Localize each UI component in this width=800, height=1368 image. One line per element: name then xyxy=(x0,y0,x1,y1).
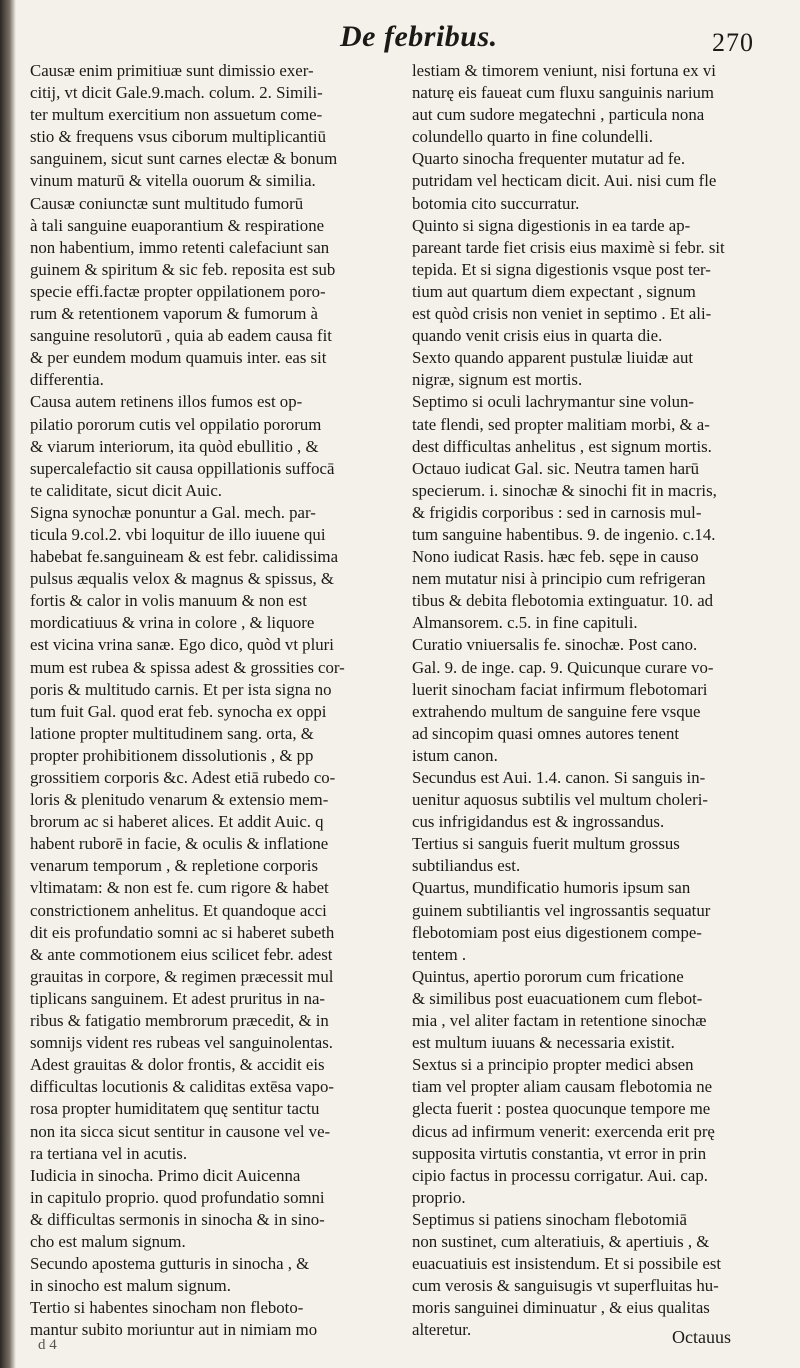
text-line: tum sanguine habentibus. 9. de ingenio. c.14. xyxy=(412,524,716,544)
text-line: Signa synochæ ponuntur a Gal. mech. par- xyxy=(30,502,316,522)
text-line: Nono iudicat Rasis. hæc feb. sępe in causo xyxy=(412,547,699,567)
text-line: non sustinet, cum alteratiuis, & apertiuis , & xyxy=(412,1231,710,1251)
text-line: Septimus si patiens sinocham flebotomiā xyxy=(412,1209,687,1229)
text-line: tum fuit Gal. quod erat feb. synocha ex oppi xyxy=(30,701,327,721)
text-line: Secundo apostema gutturis in sinocha , & xyxy=(30,1254,310,1274)
text-line: Secundus est Aui. 1.4. canon. Si sanguis in- xyxy=(412,768,706,787)
text-line: aut cum sudore megatechni , particula nona xyxy=(412,105,705,125)
text-line: proprio. xyxy=(412,1187,466,1207)
text-line: moris sanguinei diminuatur , & eius qualitas xyxy=(412,1298,710,1318)
text-line: latione propter multitudinem sang. orta, & xyxy=(30,723,314,743)
text-line: somnijs vident res rubeas vel sanguinolentas. xyxy=(30,1033,333,1053)
text-line: citij, vt dicit Gale.9.mach. colum. 2. Simili- xyxy=(30,83,323,103)
text-line: subtiliandus est. xyxy=(412,856,521,876)
text-line: & frigidis corporibus : sed in carnosis mul- xyxy=(412,502,702,522)
right-column xyxy=(412,60,774,1341)
text-line: pareant tarde fiet crisis eius maximè si febr. sit xyxy=(412,237,725,257)
text-line: guinem & spiritum & sic feb. reposita est sub xyxy=(30,259,336,279)
text-line: dicus ad infirmum venerit: exercenda erit prę xyxy=(412,1121,715,1141)
text-line: rosa propter humiditatem quę sentitur tactu xyxy=(30,1099,320,1119)
text-line: Curatio vniuersalis fe. sinochæ. Post cano. xyxy=(412,635,698,655)
text-line: mantur subito moriuntur aut in nimiam mo xyxy=(30,1320,318,1340)
text-line: rum & retentionem vaporum & fumorum à xyxy=(30,304,319,324)
text-line: cipio factus in processu corrigatur. Aui. cap. xyxy=(412,1165,708,1185)
text-line: extrahendo multum de sanguine fere vsque xyxy=(412,701,701,721)
text-line: lestiam & timorem veniunt, nisi fortuna ex vi xyxy=(412,61,716,80)
binding-gutter xyxy=(0,0,16,1368)
catchword: Octauus xyxy=(672,1327,731,1347)
text-line: Octauo iudicat Gal. sic. Neutra tamen harū xyxy=(412,458,700,478)
text-line: pilatio pororum cutis vel oppilatio pororum xyxy=(30,414,322,434)
text-line: vinum maturū & vitella ouorum & similia. xyxy=(30,171,316,191)
text-line: dest difficultas anhelitus , est signum mortis. xyxy=(412,436,712,456)
text-line: brorum ac si haberet alices. Et addit Auic. q xyxy=(30,812,324,832)
text-line: glecta fuerit : postea quocunque tempore me xyxy=(412,1099,711,1119)
left-column xyxy=(30,60,398,1341)
text-line: Sextus si a principio propter medici absen xyxy=(412,1055,694,1075)
text-line: & per eundem modum quamuis inter. eas sit xyxy=(30,348,327,368)
text-line: tepida. Et si signa digestionis vsque post ter- xyxy=(412,259,711,279)
text-line: Causæ coniunctæ sunt multitudo fumorū xyxy=(30,193,304,213)
text-line: luerit sinocham faciat infirmum flebotomari xyxy=(412,679,708,699)
text-line: ticula 9.col.2. vbi loquitur de illo iuuene qui xyxy=(30,524,326,544)
text-line: propter prohibitionem dissolutionis , & pp xyxy=(30,745,314,765)
text-line: Almansorem. c.5. in fine capituli. xyxy=(412,613,638,633)
text-line: habebat fe.sanguineam & est febr. calidissima xyxy=(30,547,339,567)
text-line: supercalefactio sit causa oppillationis suffocā xyxy=(30,458,335,478)
text-line: cho est malum signum. xyxy=(30,1231,186,1251)
text-line: botomia cito succurratur. xyxy=(412,193,580,213)
text-line: ter multum exercitium non assuetum come- xyxy=(30,105,323,125)
text-line: Quartus, mundificatio humoris ipsum san xyxy=(412,878,691,898)
text-line: pulsus æqualis velox & magnus & spissus, & xyxy=(30,569,334,589)
text-line: difficultas locutionis & caliditas extēsa vapo- xyxy=(30,1077,335,1097)
text-line: alteretur. xyxy=(412,1320,472,1340)
text-line: Tertio si habentes sinocham non fleboto- xyxy=(30,1298,304,1318)
text-line: & viarum interiorum, ita quòd ebullitio , & xyxy=(30,436,319,456)
text-line: Quarto sinocha frequenter mutatur ad fe. xyxy=(412,149,686,169)
text-line: supposita virtutis constantia, vt error in prin xyxy=(412,1143,707,1163)
text-line: Quintus, apertio pororum cum fricatione xyxy=(412,966,684,986)
text-line: tibus & debita flebotomia extinguatur. 10. ad xyxy=(412,591,714,611)
text-line: poris & multitudo carnis. Et per ista signa no xyxy=(30,679,332,699)
text-line: specie effi.factæ propter oppilationem poro- xyxy=(30,281,326,301)
text-line: specierum. i. sinochæ & sinochi fit in macris, xyxy=(412,480,717,500)
text-line: Causa autem retinens illos fumos est op- xyxy=(30,392,303,412)
text-line: est multum iuuans & necessaria existit. xyxy=(412,1033,675,1053)
text-line: tium aut quartum diem expectant , signum xyxy=(412,281,696,301)
text-line: Tertius si sanguis fuerit multum grossus xyxy=(412,834,680,854)
text-line: non habentium, immo retenti calefaciunt san xyxy=(30,237,330,257)
text-line: mum est rubea & spissa adest & grossities cor- xyxy=(30,657,345,677)
text-line: & similibus post euacuationem cum flebot- xyxy=(412,988,703,1008)
text-line: ribus & fatigatio membrorum præcedit, & in xyxy=(30,1011,329,1031)
signature-mark: d 4 xyxy=(38,1337,57,1353)
text-line: flebotomiam post eius digestionem compe- xyxy=(412,922,702,942)
text-line: in capitulo proprio. quod profundatio somni xyxy=(30,1187,325,1207)
text-line: constrictionem anhelitus. Et quandoque acci xyxy=(30,900,327,920)
text-line: est vicina vrina sanæ. Ego dico, quòd vt pluri xyxy=(30,635,334,655)
text-line: Causæ enim primitiuæ sunt dimissio exer- xyxy=(30,61,314,80)
text-line: Gal. 9. de inge. cap. 9. Quicunque curare vo- xyxy=(412,657,714,677)
text-line: istum canon. xyxy=(412,745,498,765)
text-line: Sexto quando apparent pustulæ liuidæ aut xyxy=(412,348,694,368)
text-line: in sinocho est malum signum. xyxy=(30,1276,231,1296)
text-line: Adest grauitas & dolor frontis, & accidit eis xyxy=(30,1055,325,1075)
text-line: naturę eis faueat cum fluxu sanguinis narium xyxy=(412,83,714,103)
text-line: differentia. xyxy=(30,370,104,390)
text-line: nem mutatur nisi à principio cum refrigeran xyxy=(412,569,706,589)
text-line: colundello quarto in fine colundelli. xyxy=(412,127,653,147)
text-line: uenitur aquosus subtilis vel multum choleri- xyxy=(412,790,708,810)
text-line: cum verosis & sanguisugis vt superfluitas hu- xyxy=(412,1276,719,1296)
text-line: cus infrigidandus est & ingrossandus. xyxy=(412,812,665,832)
text-line: sanguinem, sicut sunt carnes electæ & bonum xyxy=(30,149,338,169)
text-line: venarum temporum , & repletione corporis xyxy=(30,856,318,876)
text-line: loris & plenitudo venarum & extensio mem- xyxy=(30,790,329,810)
text-line: dit eis profundatio somni ac si haberet subeth xyxy=(30,922,335,942)
text-line: tiam vel propter aliam causam flebotomia ne xyxy=(412,1077,713,1097)
text-line: grossitiem corporis &c. Adest etiā rubedo co- xyxy=(30,768,336,787)
text-line: ad sincopim quasi omnes autores tenent xyxy=(412,723,680,743)
text-line: euacuatiuis est insistendum. Et si possibile est xyxy=(412,1254,722,1274)
text-line: mia , vel aliter factam in retentione sinochæ xyxy=(412,1011,707,1031)
text-line: Iudicia in sinocha. Primo dicit Auicenna xyxy=(30,1165,301,1185)
text-line: quando venit crisis eius in quarta die. xyxy=(412,326,663,346)
text-line: ra tertiana vel in acutis. xyxy=(30,1143,188,1163)
text-line: sanguine resolutorū , quia ab eadem causa fit xyxy=(30,326,332,346)
text-line: vltimatam: & non est fe. cum rigore & habet xyxy=(30,878,329,898)
text-line: tate flendi, sed propter malitiam morbi, & a- xyxy=(412,414,710,434)
text-line: tentem . xyxy=(412,944,467,964)
text-line: guinem subtiliantis vel ingrossantis sequatur xyxy=(412,900,711,920)
text-line: habent ruborē in facie, & oculis & inflatione xyxy=(30,834,329,854)
text-line: fortis & calor in volis manuum & non est xyxy=(30,591,307,611)
text-line: mordicatiuus & vrina in colore , & liquore xyxy=(30,613,315,633)
text-line: non ita sicca sicut sentitur in causone vel ve- xyxy=(30,1121,331,1141)
text-line: Quinto si signa digestionis in ea tarde ap- xyxy=(412,215,691,235)
text-line: stio & frequens vsus ciborum multiplicantiū xyxy=(30,127,326,147)
page-number: 270 xyxy=(712,28,754,57)
text-line: Septimo si oculi lachrymantur sine volun- xyxy=(412,392,694,412)
text-line: grauitas in corpore, & regimen præcessit mul xyxy=(30,966,334,986)
text-line: & ante commotionem eius scilicet febr. adest xyxy=(30,944,333,964)
text-line: nigræ, signum est mortis. xyxy=(412,370,583,390)
text-line: est quòd crisis non veniet in septimo . Et ali- xyxy=(412,304,712,324)
text-line: te caliditate, sicut dicit Auic. xyxy=(30,480,222,500)
text-line: putridam vel hecticam dicit. Aui. nisi cum fle xyxy=(412,171,717,191)
text-line: à tali sanguine euaporantium & respiratione xyxy=(30,215,325,235)
text-line: tiplicans sanguinem. Et adest pruritus in na- xyxy=(30,988,326,1008)
running-head: De febribus. xyxy=(340,20,498,53)
text-line: & difficultas sermonis in sinocha & in sino- xyxy=(30,1209,325,1229)
